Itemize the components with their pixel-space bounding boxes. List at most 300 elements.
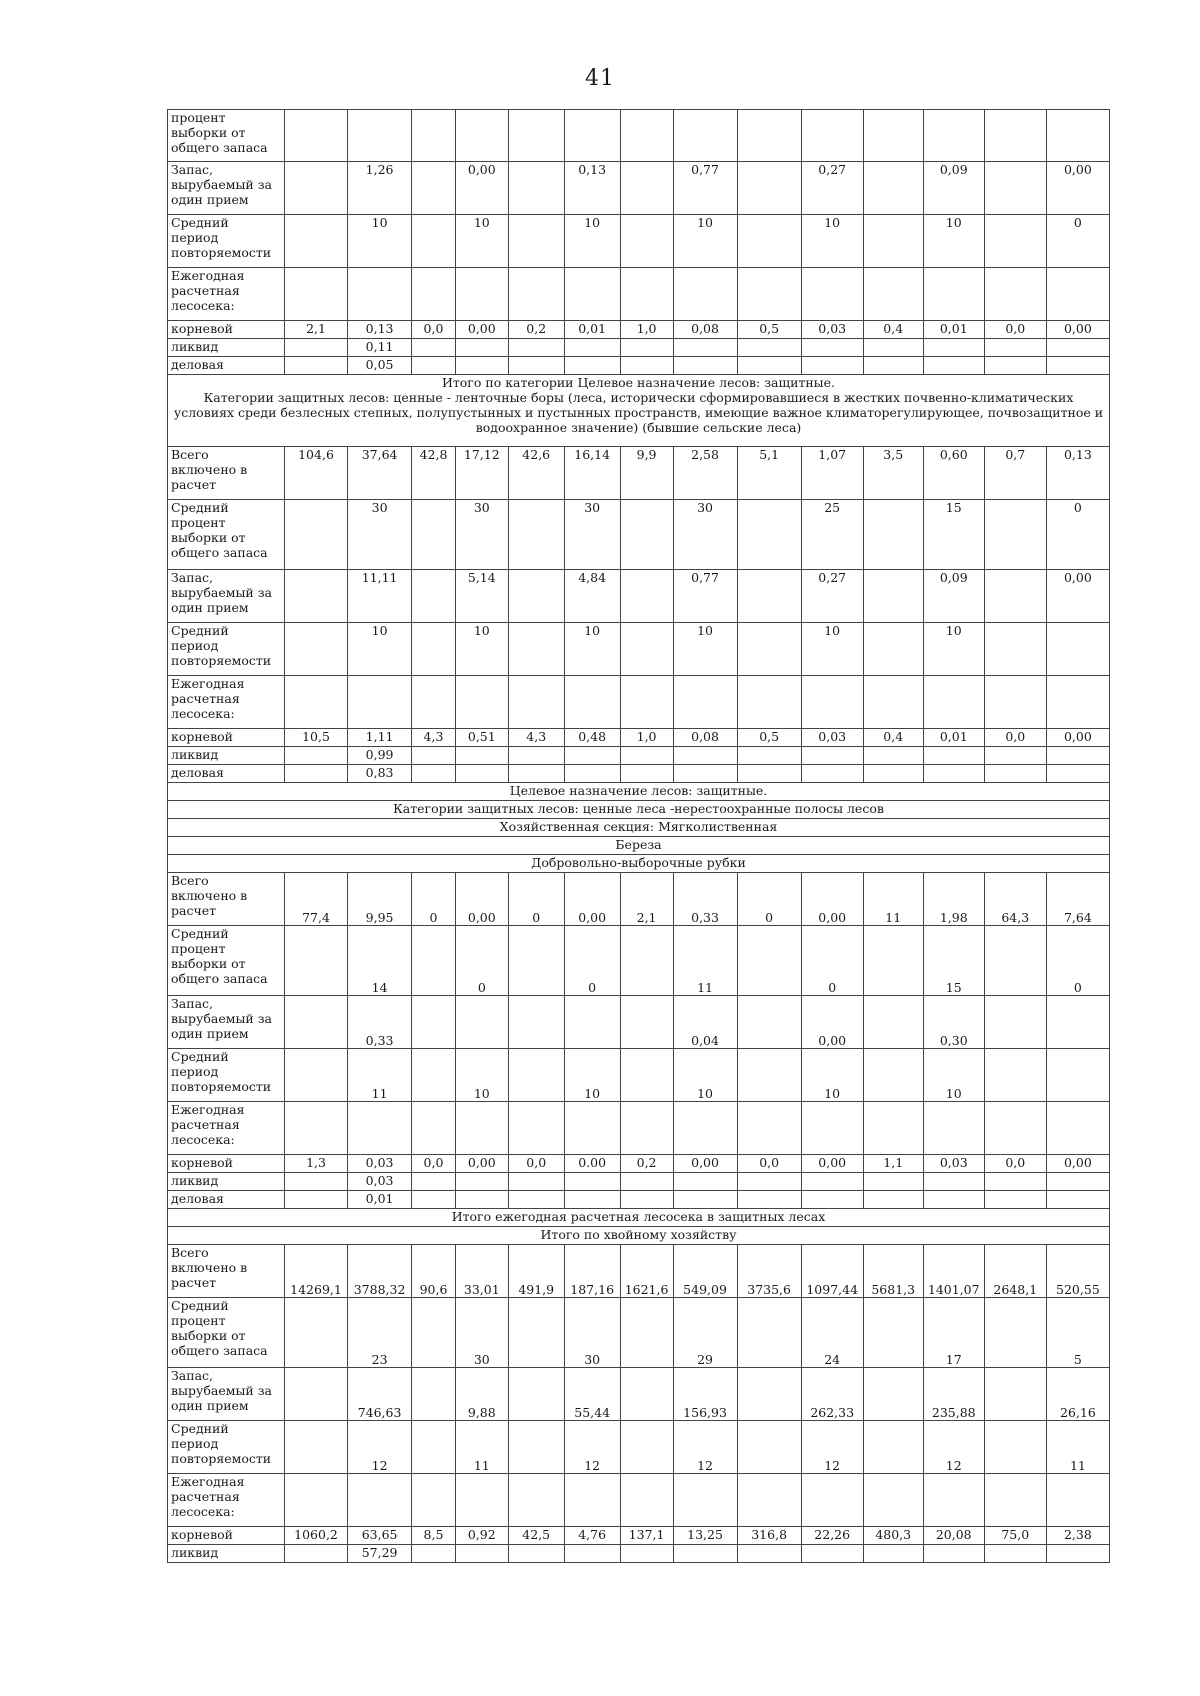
table-cell (984, 1368, 1046, 1421)
table-cell: 2,1 (620, 873, 673, 926)
table-cell: 12 (801, 1421, 863, 1474)
table-cell: 0,00 (1046, 729, 1109, 747)
row-label: Средний период повторяемости (168, 215, 285, 268)
table-cell (923, 357, 984, 375)
table-cell (1046, 1173, 1109, 1191)
section-header (168, 783, 1110, 801)
table-cell (801, 1545, 863, 1563)
table-row (168, 162, 1110, 215)
table-cell (620, 268, 673, 321)
row-label: деловая (168, 765, 285, 783)
table-cell (737, 747, 801, 765)
table-cell (508, 926, 564, 996)
table-cell: 0,99 (348, 747, 412, 765)
table-cell: 9,95 (348, 873, 412, 926)
section-header-line: Хозяйственная секция: Мягколиственная (499, 819, 778, 834)
table-cell (1046, 676, 1109, 729)
row-label: Ежегодная расчетная лесосека: (168, 268, 285, 321)
table-row (168, 1421, 1110, 1474)
table-cell (863, 162, 923, 215)
table-cell: 10 (923, 215, 984, 268)
table-cell: 4,3 (412, 729, 456, 747)
table-cell (455, 747, 508, 765)
table-cell: 0,5 (737, 729, 801, 747)
table-cell (620, 1368, 673, 1421)
table-cell (455, 357, 508, 375)
table-cell (564, 676, 620, 729)
table-cell (801, 1474, 863, 1527)
table-cell: 55,44 (564, 1368, 620, 1421)
table-cell (737, 1545, 801, 1563)
table-cell (508, 1191, 564, 1209)
table-cell: 10 (455, 215, 508, 268)
table-cell (737, 357, 801, 375)
table-cell: 0,77 (673, 570, 737, 623)
table-cell: 5,14 (455, 570, 508, 623)
table-cell (984, 926, 1046, 996)
table-cell: 15 (923, 926, 984, 996)
table-cell (737, 268, 801, 321)
table-cell: 0,00 (455, 321, 508, 339)
row-label: деловая (168, 1191, 285, 1209)
table-cell (1046, 268, 1109, 321)
table-cell (284, 1474, 347, 1527)
row-label: Средний процент выборки от общего запаса (168, 926, 285, 996)
table-cell: 0 (508, 873, 564, 926)
table-cell (455, 1474, 508, 1527)
table-cell (984, 110, 1046, 162)
table-cell (508, 676, 564, 729)
table-cell: 0,09 (923, 162, 984, 215)
table-cell: 0,03 (923, 1155, 984, 1173)
table-cell: 0 (737, 873, 801, 926)
table-cell (1046, 1191, 1109, 1209)
table-row (168, 1245, 1110, 1298)
table-row (168, 215, 1110, 268)
table-cell (284, 339, 347, 357)
table-cell (863, 747, 923, 765)
table-cell (412, 1474, 456, 1527)
table-cell: 0 (1046, 926, 1109, 996)
row-label: корневой (168, 729, 285, 747)
table-cell: 0,51 (455, 729, 508, 747)
table-cell (620, 110, 673, 162)
table-cell (508, 162, 564, 215)
table-cell: 29 (673, 1298, 737, 1368)
table-cell (508, 1368, 564, 1421)
table-cell (564, 339, 620, 357)
row-label: Ежегодная расчетная лесосека: (168, 676, 285, 729)
table-cell (923, 1545, 984, 1563)
table-cell: 0.00 (564, 1155, 620, 1173)
row-label: корневой (168, 1155, 285, 1173)
table-cell: 104,6 (284, 447, 347, 500)
table-cell: 11,11 (348, 570, 412, 623)
table-cell (284, 110, 347, 162)
table-cell (284, 1545, 347, 1563)
table-cell: 0,11 (348, 339, 412, 357)
table-cell: 1,1 (863, 1155, 923, 1173)
table-cell (923, 1173, 984, 1191)
table-cell: 0,13 (564, 162, 620, 215)
table-cell (737, 1102, 801, 1155)
section-header (168, 1209, 1110, 1227)
table-cell: 1,0 (620, 321, 673, 339)
table-cell (863, 339, 923, 357)
table-cell (508, 1474, 564, 1527)
table-cell: 12 (348, 1421, 412, 1474)
table-row (168, 1368, 1110, 1421)
table-cell (1046, 996, 1109, 1049)
table-cell (984, 268, 1046, 321)
table-cell (412, 1049, 456, 1102)
table-cell (863, 110, 923, 162)
table-cell (737, 162, 801, 215)
section-header-row (168, 855, 1110, 873)
table-cell: 0,03 (801, 729, 863, 747)
table-cell (508, 747, 564, 765)
table-cell (620, 339, 673, 357)
table-cell (863, 1545, 923, 1563)
row-label: Средний период повторяемости (168, 623, 285, 676)
table-cell (620, 500, 673, 570)
table-row (168, 1155, 1110, 1173)
table-cell: 10 (923, 623, 984, 676)
table-cell (508, 268, 564, 321)
forest-harvest-table (167, 109, 1110, 1563)
table-cell (412, 110, 456, 162)
table-cell: 10 (348, 623, 412, 676)
table-cell (620, 570, 673, 623)
table-cell (984, 162, 1046, 215)
table-cell (284, 623, 347, 676)
table-row (168, 623, 1110, 676)
table-cell: 90,6 (412, 1245, 456, 1298)
row-label: Запас, вырубаемый за один прием (168, 570, 285, 623)
table-cell (284, 1173, 347, 1191)
table-cell: 0,0 (412, 321, 456, 339)
table-cell (620, 1049, 673, 1102)
table-cell: 11 (863, 873, 923, 926)
table-cell: 0,27 (801, 570, 863, 623)
table-cell (284, 1368, 347, 1421)
table-cell: 30 (455, 500, 508, 570)
section-header-row (168, 819, 1110, 837)
table-cell: 0,01 (564, 321, 620, 339)
table-cell (737, 1368, 801, 1421)
table-cell (984, 623, 1046, 676)
table-cell: 262,33 (801, 1368, 863, 1421)
table-cell: 0,09 (923, 570, 984, 623)
table-cell (348, 676, 412, 729)
table-cell (564, 110, 620, 162)
table-cell (863, 215, 923, 268)
table-row (168, 500, 1110, 570)
table-row (168, 765, 1110, 783)
section-header (168, 837, 1110, 855)
table-cell (863, 357, 923, 375)
section-header-line: Категории защитных лесов: ценные леса -нерестоохранные полосы лесов (393, 801, 884, 816)
table-cell: 2,1 (284, 321, 347, 339)
table-cell (923, 765, 984, 783)
section-header-row (168, 375, 1110, 447)
table-cell (737, 1298, 801, 1368)
table-cell (737, 110, 801, 162)
table-cell (564, 357, 620, 375)
table-cell: 4,84 (564, 570, 620, 623)
table-cell (284, 570, 347, 623)
table-cell (984, 996, 1046, 1049)
table-cell (455, 1545, 508, 1563)
table-cell: 0,4 (863, 321, 923, 339)
table-cell: 10 (673, 1049, 737, 1102)
table-cell (412, 1191, 456, 1209)
table-cell: 0,08 (673, 729, 737, 747)
table-row (168, 447, 1110, 500)
row-label: Средний период повторяемости (168, 1049, 285, 1102)
table-cell: 10 (564, 1049, 620, 1102)
table-cell (1046, 339, 1109, 357)
section-header-row (168, 783, 1110, 801)
table-cell (508, 1298, 564, 1368)
table-cell: 10 (673, 623, 737, 676)
section-header (168, 1227, 1110, 1245)
table-cell (620, 1298, 673, 1368)
table-cell: 0,00 (801, 1155, 863, 1173)
row-label: ликвид (168, 747, 285, 765)
table-cell (412, 1102, 456, 1155)
table-cell (984, 676, 1046, 729)
table-cell (620, 1191, 673, 1209)
table-cell (923, 110, 984, 162)
table-cell: 316,8 (737, 1527, 801, 1545)
table-row (168, 1545, 1110, 1563)
table-cell: 0,01 (923, 321, 984, 339)
table-cell (412, 215, 456, 268)
table-cell: 491,9 (508, 1245, 564, 1298)
table-cell (620, 1173, 673, 1191)
table-cell (412, 1298, 456, 1368)
table-cell: 11 (348, 1049, 412, 1102)
table-cell (863, 1421, 923, 1474)
row-label: Всего включено в расчет (168, 1245, 285, 1298)
table-cell (348, 1102, 412, 1155)
table-row (168, 1298, 1110, 1368)
table-cell (923, 747, 984, 765)
table-cell (284, 1049, 347, 1102)
table-cell (564, 1545, 620, 1563)
table-cell (801, 1173, 863, 1191)
table-cell (508, 215, 564, 268)
table-cell (412, 1545, 456, 1563)
table-cell (737, 996, 801, 1049)
row-label: ликвид (168, 1545, 285, 1563)
table-cell (284, 268, 347, 321)
table-cell (863, 500, 923, 570)
table-cell (1046, 1102, 1109, 1155)
table-cell: 1401,07 (923, 1245, 984, 1298)
table-cell: 11 (455, 1421, 508, 1474)
table-cell (564, 1191, 620, 1209)
table-cell: 17,12 (455, 447, 508, 500)
table-cell: 75,0 (984, 1527, 1046, 1545)
table-cell: 5,1 (737, 447, 801, 500)
table-cell (863, 1191, 923, 1209)
page-number: 41 (585, 66, 615, 91)
table-cell (620, 357, 673, 375)
table-cell: 15 (923, 500, 984, 570)
row-label: процент выборки от общего запаса (168, 110, 285, 162)
section-header-line: Береза (615, 837, 662, 852)
table-row (168, 357, 1110, 375)
table-cell (508, 110, 564, 162)
table-row (168, 926, 1110, 996)
table-cell (284, 747, 347, 765)
table-cell (737, 570, 801, 623)
section-header-line: Итого по хвойному хозяйству (540, 1227, 737, 1242)
row-label: Запас, вырубаемый за один прием (168, 996, 285, 1049)
section-header (168, 375, 1110, 447)
table-cell: 11 (673, 926, 737, 996)
table-cell: 0,0 (984, 321, 1046, 339)
table-cell (673, 676, 737, 729)
table-cell (564, 996, 620, 1049)
row-label: корневой (168, 321, 285, 339)
table-cell (984, 1474, 1046, 1527)
table-cell: 0,03 (348, 1173, 412, 1191)
table-cell: 0,08 (673, 321, 737, 339)
table-cell (412, 926, 456, 996)
table-cell (863, 926, 923, 996)
table-cell: 0,0 (412, 1155, 456, 1173)
table-cell (1046, 747, 1109, 765)
table-cell (673, 1545, 737, 1563)
table-cell (455, 676, 508, 729)
table-cell (1046, 1049, 1109, 1102)
table-cell: 0,01 (923, 729, 984, 747)
section-header-row (168, 837, 1110, 855)
table-cell: 0,00 (455, 1155, 508, 1173)
table-cell: 0 (801, 926, 863, 996)
table-cell: 0,2 (508, 321, 564, 339)
table-cell (412, 162, 456, 215)
table-cell: 10 (455, 623, 508, 676)
table-cell: 0,0 (737, 1155, 801, 1173)
table-cell (508, 570, 564, 623)
table-cell (508, 1545, 564, 1563)
table-cell (673, 1102, 737, 1155)
table-cell (348, 268, 412, 321)
table-cell (1046, 1474, 1109, 1527)
table-cell (863, 1102, 923, 1155)
table-cell: 1,11 (348, 729, 412, 747)
table-cell: 7,64 (1046, 873, 1109, 926)
table-cell: 5681,3 (863, 1245, 923, 1298)
section-header-line: Итого ежегодная расчетная лесосека в защитных лесах (451, 1209, 826, 1224)
table-cell: 0,00 (801, 996, 863, 1049)
table-cell: 3788,32 (348, 1245, 412, 1298)
table-cell (284, 996, 347, 1049)
table-cell (620, 926, 673, 996)
table-cell: 235,88 (923, 1368, 984, 1421)
table-cell: 4,76 (564, 1527, 620, 1545)
section-header-row (168, 1209, 1110, 1227)
table-cell (863, 1049, 923, 1102)
table-cell (564, 747, 620, 765)
table-cell: 42,6 (508, 447, 564, 500)
table-cell (564, 1173, 620, 1191)
table-cell (508, 357, 564, 375)
table-cell (620, 1474, 673, 1527)
table-cell: 30 (455, 1298, 508, 1368)
table-cell (412, 339, 456, 357)
table-cell (801, 339, 863, 357)
table-cell: 0,00 (1046, 321, 1109, 339)
table-cell (801, 1102, 863, 1155)
table-cell: 0,4 (863, 729, 923, 747)
table-cell: 10 (801, 623, 863, 676)
table-cell (508, 1173, 564, 1191)
table-cell: 137,1 (620, 1527, 673, 1545)
table-cell: 25 (801, 500, 863, 570)
table-cell: 10,5 (284, 729, 347, 747)
table-cell (863, 1474, 923, 1527)
row-label: Средний процент выборки от общего запаса (168, 500, 285, 570)
table-cell (508, 1049, 564, 1102)
table-cell: 0,5 (737, 321, 801, 339)
table-cell: 0,13 (1046, 447, 1109, 500)
table-cell: 64,3 (984, 873, 1046, 926)
table-cell (508, 1421, 564, 1474)
table-cell: 1,98 (923, 873, 984, 926)
table-cell: 10 (923, 1049, 984, 1102)
table-cell: 24 (801, 1298, 863, 1368)
table-cell: 11 (1046, 1421, 1109, 1474)
table-cell (348, 110, 412, 162)
table-cell (863, 623, 923, 676)
table-cell (863, 268, 923, 321)
table-cell (863, 676, 923, 729)
table-cell (455, 1102, 508, 1155)
table-cell: 10 (564, 623, 620, 676)
table-cell (984, 1173, 1046, 1191)
table-row (168, 110, 1110, 162)
table-row (168, 1474, 1110, 1527)
table-cell (737, 676, 801, 729)
table-cell: 23 (348, 1298, 412, 1368)
table-cell: 0 (455, 926, 508, 996)
table-row (168, 570, 1110, 623)
table-cell: 77,4 (284, 873, 347, 926)
table-cell (863, 765, 923, 783)
table-cell: 57,29 (348, 1545, 412, 1563)
section-header-line: Целевое назначение лесов: защитные. (509, 783, 768, 798)
table-cell (801, 357, 863, 375)
table-cell (412, 996, 456, 1049)
table-cell (984, 1049, 1046, 1102)
table-row (168, 1527, 1110, 1545)
table-cell: 1060,2 (284, 1527, 347, 1545)
table-cell (455, 339, 508, 357)
table-cell (737, 765, 801, 783)
table-cell: 1,0 (620, 729, 673, 747)
table-cell: 0,7 (984, 447, 1046, 500)
table-cell (801, 676, 863, 729)
table-cell: 520,55 (1046, 1245, 1109, 1298)
section-header-line: Добровольно-выборочные рубки (531, 855, 746, 870)
table-cell (620, 623, 673, 676)
table-cell: 17 (923, 1298, 984, 1368)
